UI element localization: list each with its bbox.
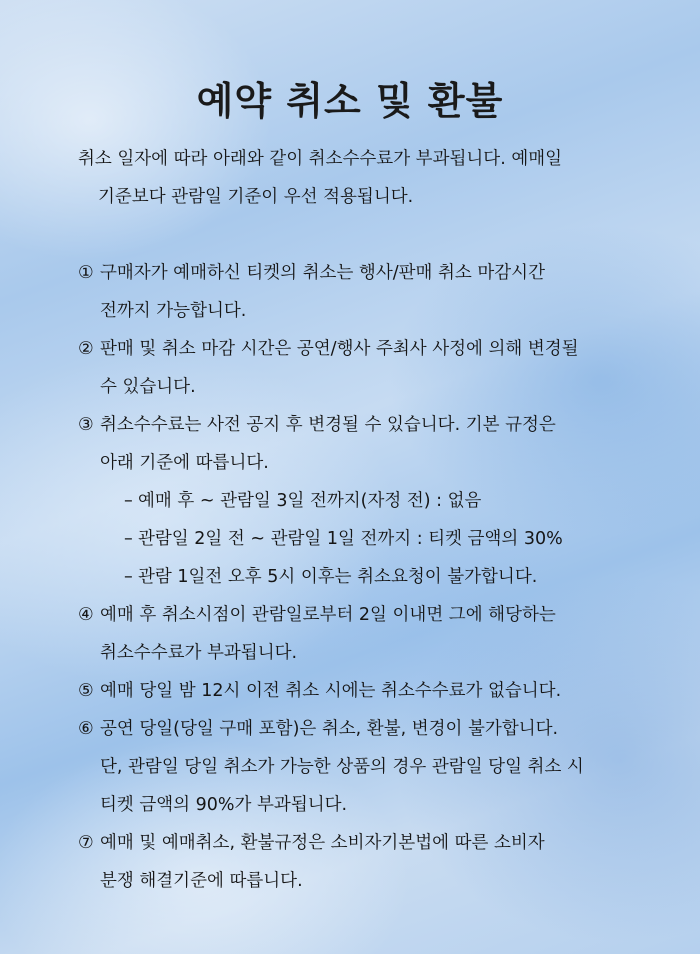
item-line: 구매자가 예매하신 티켓의 취소는 행사/판매 취소 마감시간: [100, 263, 545, 283]
sub-item: [78, 558, 658, 596]
policy-list: [78, 254, 658, 900]
list-item-1: [78, 254, 658, 330]
sub-item-dash: –: [124, 529, 133, 549]
item-line: 공연 당일(당일 구매 포함)은 취소, 환불, 변경이 불가합니다.: [100, 719, 559, 739]
page-title: 예약 취소 및 환불: [196, 79, 504, 123]
intro-line: 기준보다 관람일 기준이 우선 적용됩니다.: [98, 187, 414, 207]
item-marker: ③: [78, 415, 94, 435]
list-item-6: [78, 710, 658, 824]
item-marker: ⑦: [78, 833, 94, 853]
sub-item-text: 관람일 2일 전 ~ 관람일 1일 전까지 : 티켓 금액의 30%: [138, 529, 563, 549]
item-line: 예매 및 예매취소, 환불규정은 소비자기본법에 따른 소비자: [100, 833, 545, 853]
item-line: 취소수수료가 부과됩니다.: [100, 643, 298, 663]
sub-item-text: 관람 1일전 오후 5시 이후는 취소요청이 불가합니다.: [138, 567, 538, 587]
item-line: 판매 및 취소 마감 시간은 공연/행사 주최사 사정에 의해 변경될: [100, 339, 579, 359]
content: [78, 140, 658, 900]
item-line: 전까지 가능합니다.: [100, 301, 247, 321]
item-line: 아래 기준에 따릅니다.: [100, 453, 269, 473]
item-line: 수 있습니다.: [100, 377, 196, 397]
item-marker: ⑥: [78, 719, 94, 739]
sub-item-dash: –: [124, 567, 133, 587]
item-line: 취소수수료는 사전 공지 후 변경될 수 있습니다. 기본 규정은: [100, 415, 556, 435]
list-item-5: [78, 672, 658, 710]
item-line: 분쟁 해결기준에 따릅니다.: [100, 871, 303, 891]
item-line: 예매 당일 밤 12시 이전 취소 시에는 취소수수료가 없습니다.: [100, 681, 562, 701]
list-item-4: [78, 596, 658, 672]
item-marker: ④: [78, 605, 94, 625]
sub-item-text: 예매 후 ~ 관람일 3일 전까지(자정 전) : 없음: [138, 491, 482, 511]
list-item-7: [78, 824, 658, 900]
item-marker: ⑤: [78, 681, 94, 701]
sub-item-dash: –: [124, 491, 133, 511]
list-item-2: [78, 330, 658, 406]
intro-paragraph: [78, 140, 658, 216]
list-item-3: [78, 406, 658, 482]
item-line: 티켓 금액의 90%가 부과됩니다.: [100, 795, 348, 815]
intro-line: 취소 일자에 따라 아래와 같이 취소수수료가 부과됩니다. 예매일: [78, 149, 563, 169]
item-marker: ①: [78, 263, 94, 283]
item-line: 예매 후 취소시점이 관람일로부터 2일 이내면 그에 해당하는: [100, 605, 556, 625]
sub-item: [78, 482, 658, 520]
sub-item: [78, 520, 658, 558]
item-marker: ②: [78, 339, 94, 359]
item-line: 단, 관람일 당일 취소가 가능한 상품의 경우 관람일 당일 취소 시: [100, 757, 584, 777]
